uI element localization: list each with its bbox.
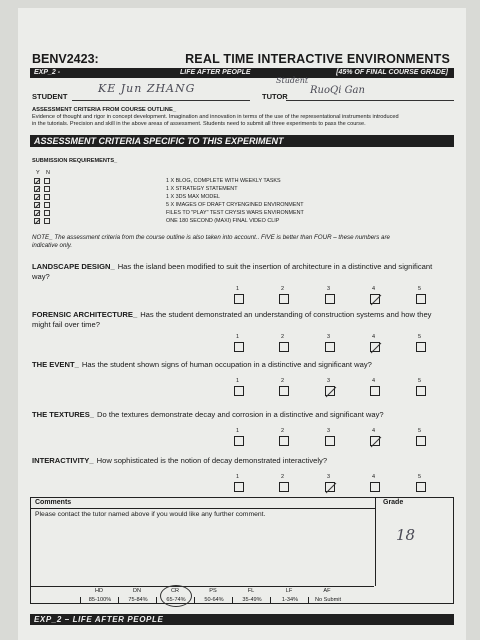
- experiment-weight: [45% OF FINAL COURSE GRADE]: [336, 69, 448, 76]
- rating-box[interactable]: [416, 294, 426, 304]
- rating-box-selected[interactable]: [370, 294, 380, 304]
- checkbox-yes[interactable]: [34, 202, 40, 208]
- grade-code: PS: [209, 588, 217, 594]
- rating-box[interactable]: [279, 436, 289, 446]
- grade-code: DN: [132, 588, 142, 594]
- grade-range: 75-84%: [118, 597, 157, 603]
- experiment-label: EXP_2 -: [34, 69, 61, 76]
- experiment-name: LIFE AFTER PEOPLE: [180, 69, 251, 76]
- grade-code: HD: [94, 588, 104, 594]
- rating-number: 2: [281, 286, 285, 292]
- criterion-text: Has the student shown signs of human occupation in a distinctive and significant way?: [81, 360, 372, 369]
- tutor-label: TUTOR: [262, 92, 288, 101]
- rating-number: 4: [372, 474, 376, 480]
- criterion-question: [32, 410, 458, 420]
- grade-code: AF: [323, 588, 331, 594]
- submission-item: 1 X BLOG, COMPLETE WITH WEEKLY TASKS: [166, 178, 281, 184]
- column-n: N: [46, 170, 50, 176]
- criterion-question: [32, 360, 458, 370]
- rating-box[interactable]: [234, 386, 244, 396]
- checkbox-yes[interactable]: [34, 210, 40, 216]
- course-title: REAL TIME INTERACTIVE ENVIRONMENTS: [185, 52, 450, 66]
- rating-number: 2: [281, 334, 285, 340]
- grade-range: 50-64%: [194, 597, 233, 603]
- rating-number: 1: [236, 378, 240, 384]
- grade-range: 85-100%: [80, 597, 119, 603]
- rating-box[interactable]: [234, 436, 244, 446]
- rating-number: 3: [327, 334, 331, 340]
- rating-box[interactable]: [416, 342, 426, 352]
- checkbox-yes[interactable]: [34, 218, 40, 224]
- criterion-question: [32, 262, 458, 282]
- rating-number: 4: [372, 428, 376, 434]
- student-line: [72, 100, 250, 101]
- rating-box[interactable]: [416, 436, 426, 446]
- tutor-line: [286, 100, 454, 101]
- grade-range: No Submit: [308, 597, 347, 603]
- rating-box[interactable]: [279, 386, 289, 396]
- criterion-title: THE EVENT_: [32, 360, 79, 369]
- outline-text: Evidence of thought and rigor in concept development. Imagination and innovation in terms of the use of the representational instruments introduced in the tutorials. Precision and skill in the above areas of assessment. Students need to submit all three experiments to pass the course.: [32, 114, 399, 127]
- tutor-name: RuoQi Gan: [310, 85, 365, 96]
- rating-number: 5: [418, 334, 422, 340]
- grade-circle-mark: [160, 585, 192, 607]
- rating-number: 4: [372, 334, 376, 340]
- rating-number: 2: [281, 428, 285, 434]
- rating-box[interactable]: [325, 342, 335, 352]
- rating-box[interactable]: [325, 294, 335, 304]
- checkbox-no[interactable]: [44, 194, 50, 200]
- rating-number: 2: [281, 378, 285, 384]
- assessment-sheet: [18, 8, 466, 640]
- checkbox-no[interactable]: [44, 210, 50, 216]
- rating-number: 3: [327, 474, 331, 480]
- course-code: BENV2423:: [32, 52, 99, 66]
- rating-box[interactable]: [234, 342, 244, 352]
- rating-box[interactable]: [279, 342, 289, 352]
- rating-number: 3: [327, 428, 331, 434]
- criterion-title: THE TEXTURES_: [32, 410, 95, 419]
- checkbox-no[interactable]: [44, 202, 50, 208]
- rating-box-selected[interactable]: [370, 436, 380, 446]
- rating-box-selected[interactable]: [325, 482, 335, 492]
- rating-number: 4: [372, 286, 376, 292]
- rating-number: 5: [418, 378, 422, 384]
- rating-box[interactable]: [325, 436, 335, 446]
- submission-item: 5 X IMAGES OF DRAFT CRYENGINED ENVIRONMENT: [166, 202, 304, 208]
- checkbox-no[interactable]: [44, 186, 50, 192]
- submission-heading: SUBMISSION REQUIREMENTS_: [32, 158, 118, 164]
- experiment-bar: [30, 68, 454, 78]
- rating-box[interactable]: [279, 294, 289, 304]
- submission-item: FILES TO "PLAY" TEST CRYSIS WARS ENVIRONMENT: [166, 210, 304, 216]
- checkbox-no[interactable]: [44, 178, 50, 184]
- grade-value: 18: [396, 526, 416, 544]
- criterion-text-continued: way?: [32, 272, 50, 281]
- note-text: NOTE_ The assessment criteria from the course outline is also taken into account.. FIVE is better than FOUR – these numbers are indicative only.: [32, 234, 391, 249]
- rating-number: 5: [418, 286, 422, 292]
- comments-text: Please contact the tutor named above if you would like any further comment.: [35, 511, 266, 518]
- submission-item: 1 X 3DS MAX MODEL: [166, 194, 220, 200]
- checkbox-yes[interactable]: [34, 178, 40, 184]
- criterion-title: INTERACTIVITY_: [32, 456, 94, 465]
- checkbox-no[interactable]: [44, 218, 50, 224]
- rating-number: 3: [327, 378, 331, 384]
- grade-range: 65-74%: [156, 597, 195, 603]
- rating-number: 1: [236, 334, 240, 340]
- rating-number: 1: [236, 474, 240, 480]
- criterion-text-continued: might fail over time?: [32, 320, 100, 329]
- student-label: STUDENT: [32, 92, 68, 101]
- submission-item: 1 X STRATEGY STATEMENT: [166, 186, 238, 192]
- student-name: KE Jun ZHANG: [98, 82, 196, 95]
- grade-code: LF: [285, 588, 293, 594]
- criterion-question: [32, 456, 458, 466]
- grade-heading: Grade: [383, 499, 404, 506]
- rating-number: 4: [372, 378, 376, 384]
- criterion-text: Has the student demonstrated an understanding of construction systems and how they: [140, 310, 432, 319]
- criterion-text: Has the island been modified to suit the insertion of architecture in a distinctive and significant: [117, 262, 433, 271]
- rating-box[interactable]: [370, 386, 380, 396]
- checkbox-yes[interactable]: [34, 194, 40, 200]
- rating-box[interactable]: [279, 482, 289, 492]
- criterion-title: FORENSIC ARCHITECTURE_: [32, 310, 138, 319]
- rating-number: 3: [327, 286, 331, 292]
- grade-table-border: [30, 586, 374, 587]
- rating-box-selected[interactable]: [370, 342, 380, 352]
- grade-range: 35-49%: [232, 597, 271, 603]
- checkbox-yes[interactable]: [34, 186, 40, 192]
- criterion-text: How sophisticated is the notion of decay demonstrated interactively?: [96, 456, 328, 465]
- comments-divider: [31, 508, 375, 509]
- rating-box-selected[interactable]: [325, 386, 335, 396]
- rating-box[interactable]: [234, 294, 244, 304]
- section-title: ASSESSMENT CRITERIA SPECIFIC TO THIS EXPERIMENT: [30, 135, 454, 147]
- criterion-text: Do the textures demonstrate decay and corrosion in a distinctive and significant way?: [97, 410, 384, 419]
- grade-range: 1-34%: [270, 597, 309, 603]
- rating-number: 1: [236, 286, 240, 292]
- rating-box[interactable]: [370, 482, 380, 492]
- outline-heading: ASSESSMENT CRITERIA FROM COURSE OUTLINE_: [32, 107, 177, 113]
- grade-code: CR: [170, 588, 180, 594]
- rating-number: 5: [418, 428, 422, 434]
- rating-box[interactable]: [234, 482, 244, 492]
- tutor-note: Student: [276, 76, 309, 85]
- rating-number: 5: [418, 474, 422, 480]
- rating-box[interactable]: [416, 482, 426, 492]
- rating-box[interactable]: [416, 386, 426, 396]
- column-y: Y: [36, 170, 40, 176]
- grade-code: FL: [247, 588, 255, 594]
- rating-number: 2: [281, 474, 285, 480]
- footer-bar: EXP_2 – LIFE AFTER PEOPLE: [30, 614, 454, 625]
- submission-item: ONE 180 SECOND (MAXI) FINAL VIDEO CLIP: [166, 218, 280, 224]
- rating-number: 1: [236, 428, 240, 434]
- comments-heading: Comments: [35, 499, 72, 506]
- criterion-title: LANDSCAPE DESIGN_: [32, 262, 115, 271]
- criterion-question: [32, 310, 458, 330]
